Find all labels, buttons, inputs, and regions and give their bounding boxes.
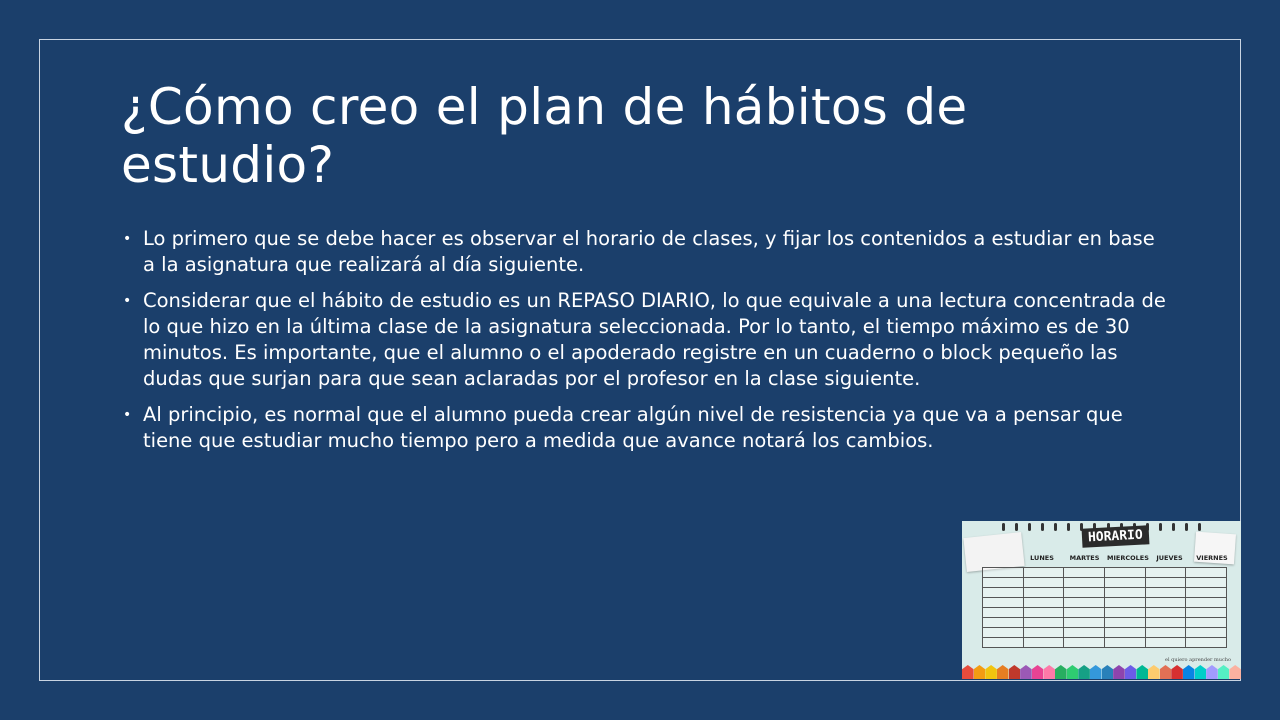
bullet-item (121, 288, 1171, 392)
slide-title: ¿Cómo creo el plan de hábitos de estudio? (121, 78, 968, 194)
schedule-row (983, 628, 1227, 638)
schedule-cell (1104, 568, 1145, 578)
schedule-cell (1064, 568, 1105, 578)
bullet-dot-icon: • (123, 407, 132, 423)
bullet-item (121, 226, 1171, 278)
pencil-icon (1136, 665, 1148, 679)
pencil-icon (1113, 665, 1125, 679)
paper-note-icon (963, 532, 1024, 572)
schedule-cell (1104, 638, 1145, 648)
pencil-icon (1090, 665, 1102, 679)
schedule-cell (1186, 568, 1227, 578)
pencil-icon (1055, 665, 1067, 679)
schedule-cell (1186, 628, 1227, 638)
pencil-icon (985, 665, 997, 679)
schedule-cell (983, 598, 1024, 608)
schedule-cell (1104, 578, 1145, 588)
schedule-row (983, 568, 1227, 578)
schedule-cell (1104, 608, 1145, 618)
schedule-day: VIERNES (1196, 554, 1228, 562)
pencil-icon (1183, 665, 1195, 679)
schedule-row (983, 578, 1227, 588)
pencil-icon (997, 665, 1009, 679)
schedule-cell (1023, 608, 1064, 618)
schedule-heading: HORARIO (1082, 525, 1150, 547)
schedule-cell (1145, 568, 1186, 578)
schedule-cell (983, 578, 1024, 588)
schedule-cell (1064, 618, 1105, 628)
pencil-icon (1009, 665, 1021, 679)
schedule-cell (1104, 598, 1145, 608)
schedule-cell (1145, 638, 1186, 648)
schedule-cell (1186, 608, 1227, 618)
schedule-cell (1023, 628, 1064, 638)
schedule-cell (1186, 588, 1227, 598)
bullet-text: Al principio, es normal que el alumno pueda crear algún nivel de resistencia ya que va a pensar que tiene que estudiar mucho tiempo pero a medida que avance notará los cambios. (143, 403, 1123, 452)
colored-pencils-icon (962, 665, 1241, 679)
schedule-cell (1104, 628, 1145, 638)
schedule-cell (1023, 598, 1064, 608)
schedule-row (983, 638, 1227, 648)
schedule-cell (1023, 588, 1064, 598)
bullet-text: Lo primero que se debe hacer es observar el horario de clases, y fijar los contenidos a estudiar en base a la asignatura que realizará al día siguiente. (143, 227, 1155, 276)
pencil-icon (1171, 665, 1183, 679)
schedule-cell (1104, 588, 1145, 598)
schedule-cell (1145, 628, 1186, 638)
pencil-icon (1206, 665, 1218, 679)
pencil-icon (962, 665, 974, 679)
schedule-row (983, 608, 1227, 618)
schedule-day: MIERCOLES (1107, 554, 1149, 562)
pencil-icon (1148, 665, 1160, 679)
schedule-image (962, 521, 1241, 679)
schedule-cell (1186, 598, 1227, 608)
bullet-text: Considerar que el hábito de estudio es un REPASO DIARIO, lo que equivale a una lectura concentrada de lo que hizo en la última clase de la asignatura seleccionada. Por lo tanto, el tiempo máximo es de 30 minutos. Es importante, que el alumno o el apoderado registre en un cuaderno o block pequeño las dudas que surjan para que sean aclaradas por el profesor en la clase siguiente. (143, 289, 1166, 390)
schedule-cell (983, 608, 1024, 618)
schedule-cell (1064, 608, 1105, 618)
schedule-cell (983, 618, 1024, 628)
pencil-icon (1020, 665, 1032, 679)
pencil-icon (1125, 665, 1137, 679)
pencil-icon (1078, 665, 1090, 679)
schedule-cell (983, 588, 1024, 598)
bullet-dot-icon: • (123, 293, 132, 309)
schedule-cell (1186, 638, 1227, 648)
schedule-cell (1145, 588, 1186, 598)
bullet-item (121, 402, 1171, 454)
pencil-icon (1067, 665, 1079, 679)
schedule-cell (1064, 588, 1105, 598)
schedule-day: MARTES (1069, 554, 1100, 562)
pencil-icon (1160, 665, 1172, 679)
schedule-cell (983, 568, 1024, 578)
schedule-day: JUEVES (1156, 554, 1183, 562)
schedule-cell (983, 638, 1024, 648)
schedule-cell (1145, 618, 1186, 628)
schedule-caption: el quiero aprender mucho (1165, 657, 1231, 663)
schedule-cell (1064, 578, 1105, 588)
schedule-grid (982, 567, 1227, 648)
bullet-list (121, 226, 1171, 464)
schedule-days (1022, 554, 1232, 562)
schedule-cell (1145, 598, 1186, 608)
schedule-row (983, 598, 1227, 608)
schedule-row (983, 618, 1227, 628)
bullet-dot-icon: • (123, 231, 132, 247)
schedule-cell (1104, 618, 1145, 628)
schedule-cell (983, 628, 1024, 638)
pencil-icon (974, 665, 986, 679)
schedule-cell (1064, 628, 1105, 638)
schedule-cell (1023, 638, 1064, 648)
schedule-cell (1186, 618, 1227, 628)
pencil-icon (1218, 665, 1230, 679)
pencil-icon (1102, 665, 1114, 679)
schedule-cell (1023, 568, 1064, 578)
schedule-cell (1064, 638, 1105, 648)
pencil-icon (1229, 665, 1241, 679)
schedule-cell (1023, 618, 1064, 628)
schedule-cell (1145, 578, 1186, 588)
pencil-icon (1032, 665, 1044, 679)
schedule-cell (1023, 578, 1064, 588)
pencil-icon (1195, 665, 1207, 679)
schedule-row (983, 588, 1227, 598)
schedule-cell (1064, 598, 1105, 608)
pencil-icon (1043, 665, 1055, 679)
schedule-cell (1145, 608, 1186, 618)
schedule-day: LUNES (1030, 554, 1054, 562)
schedule-cell (1186, 578, 1227, 588)
